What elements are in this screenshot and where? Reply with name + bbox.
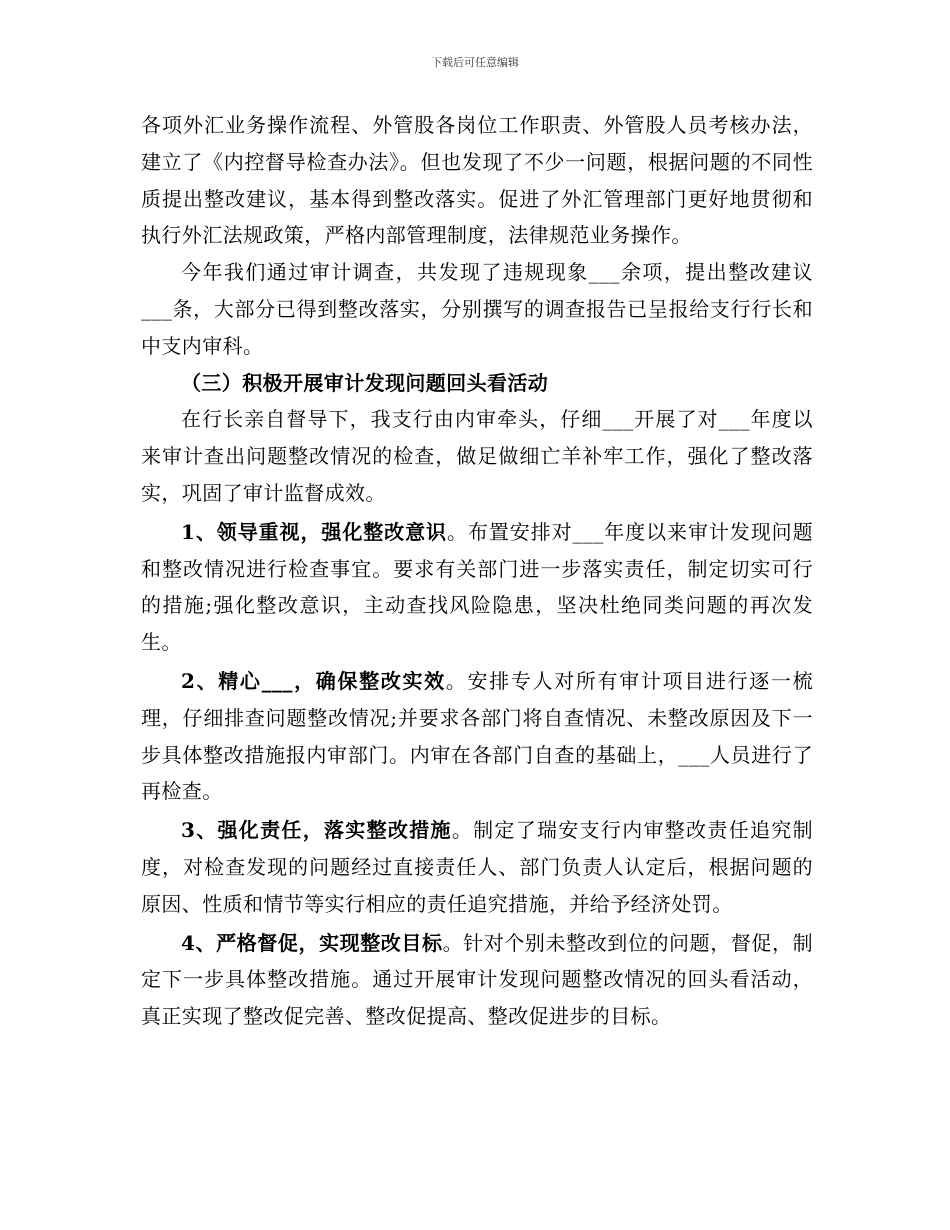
paragraph-continuation: 各项外汇业务操作流程、外管股各岗位工作职责、外管股人员考核办法，建立了《内控督导检查办法》。但也发现了不少一问题，根据问题的不同性质提出整改建议，基本得到整改落实。促进了外汇管理部门更好地贯彻和执行外汇法规政策，严格内部管理制度，法律规范业务操作。 (141, 113, 813, 248)
list-item-2 (141, 663, 813, 810)
section-heading: （三）积极开展审计发现问题回头看活动 (181, 370, 549, 395)
list-item-4-body: 。针对个别未整改到位的问题，督促，制定下一步具体整改措施。通过开展审计发现问题整改情况的回头看活动，真正实现了整改促完善、整改促提高、整改促进步的目标。 (141, 930, 813, 1029)
list-item-1-body: 。布置安排对___年度以来审计发现问题和整改情况进行检查事宜。要求有关部门进一步落实责任，制定切实可行的措施;强化整改意识，主动查找风险隐患，坚决杜绝同类问题的再次发生。 (141, 519, 813, 655)
list-item-2-body: 。安排专人对所有审计项目进行逐一梳理，仔细排查问题整改情况;并要求各部门将自查情况、未整改原因及下一步具体整改措施报内审部门。内审在各部门自查的基础上，___人员进行了再检查。 (141, 668, 813, 804)
list-item-1-title: 1、领导重视，强化整改意识 (181, 519, 447, 544)
list-item-3-body: 。制定了瑞安支行内审整改责任追究制度，对检查发现的问题经过直接责任人、部门负责人认定后，根据问题的原因、性质和情节等实行相应的责任追究措施，并给予经济处罚。 (141, 818, 813, 916)
page-header: 下载后可任意编辑 (431, 56, 519, 69)
paragraph-review-activity: 在行长亲自督导下，我支行由内审牵头，仔细___开展了对___年度以来审计查出问题整改情况的检查，做足做细亡羊补牢工作，强化了整改落实，巩固了审计监督成效。 (141, 407, 813, 505)
list-item-3 (141, 812, 813, 922)
list-item-4 (141, 925, 813, 1035)
document-body (141, 107, 813, 1035)
list-item-1 (141, 514, 813, 661)
paragraph-audit-findings: 今年我们通过审计调查，共发现了违规现象___余项，提出整改建议___条，大部分已得到整改落实，分别撰写的调查报告已呈报给支行行长和中支内审科。 (141, 260, 813, 358)
list-item-2-title: 2、精心___，确保整改实效 (181, 668, 446, 693)
list-item-3-title: 3、强化责任，落实整改措施 (181, 818, 452, 843)
list-item-4-title: 4、严格督促，实现整改目标 (181, 930, 443, 955)
